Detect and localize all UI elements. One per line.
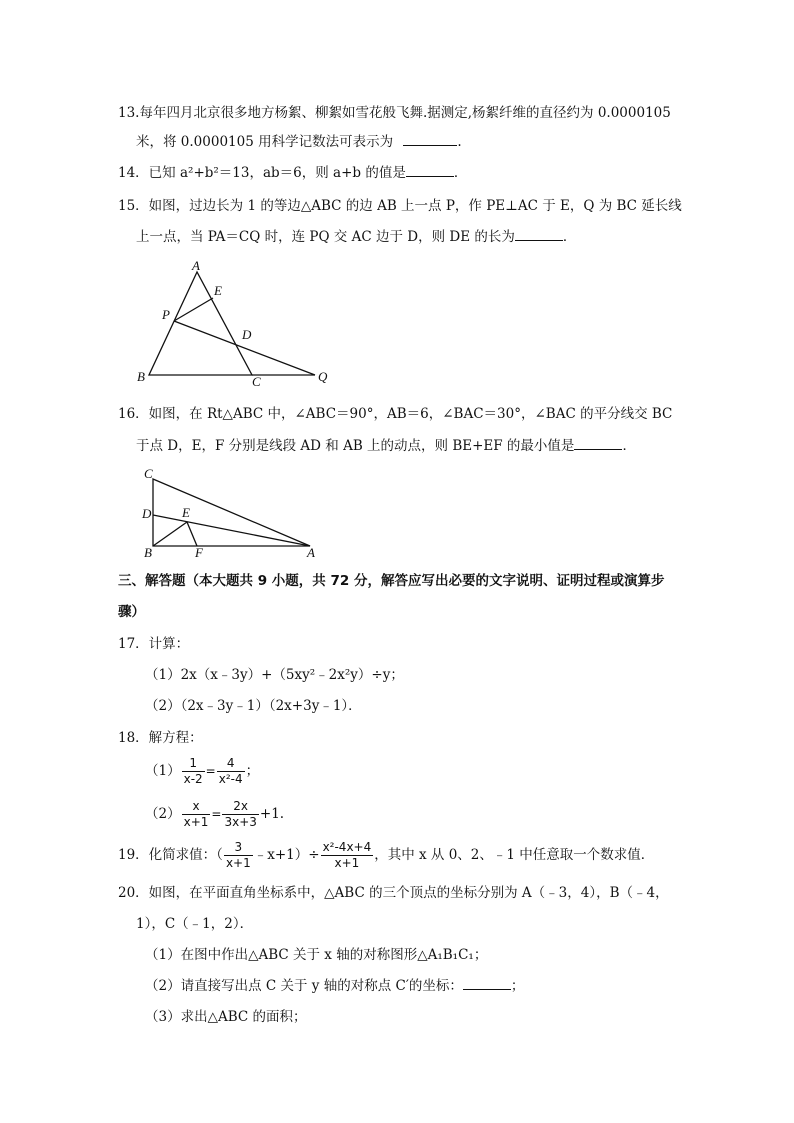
q18-p2-eq: =: [211, 807, 222, 821]
label-a: A: [192, 258, 200, 273]
q18-p2-rhs-num: 2x: [233, 799, 249, 813]
label-c: C: [144, 466, 153, 481]
label-e: E: [214, 283, 222, 298]
q18-p1-eq: =: [205, 764, 216, 778]
q17-part1: （1）2x（x﹣3y）+（5xy²﹣2x²y）÷y；: [145, 667, 404, 683]
q18-p1-label: （1）: [145, 763, 181, 779]
q20-p2-end: ；: [510, 978, 525, 994]
q16-figure: [135, 462, 335, 562]
q18-p1-lhs-num: 1: [189, 756, 197, 770]
label-p: P: [162, 307, 170, 322]
label-q: Q: [318, 369, 328, 384]
q19-f1-den: x+1: [225, 856, 251, 870]
q17-title: 17．计算：: [118, 636, 190, 652]
q19-end: ，其中 x 从 0、2、﹣1 中任意取一个数求值．: [374, 847, 655, 863]
q16-text: 于点 D，E，F 分别是线段 AD 和 AB 上的动点，则 BE+EF 的最小值是: [136, 438, 575, 454]
q19-fraction1: [224, 840, 253, 871]
q20-line1: 20．如图，在平面直角坐标系中，△ABC 的三个顶点的坐标分别为 A（﹣3，4），B（﹣4，: [118, 885, 669, 901]
q17-part2: （2）（2x﹣3y﹣1）（2x+3y﹣1）．: [145, 698, 362, 714]
q19-start: 19．化简求值：（: [118, 847, 223, 863]
label-c: C: [252, 374, 261, 389]
q15-answer-blank[interactable]: [515, 228, 563, 241]
q19-fraction2: [321, 840, 374, 871]
segment-be: [153, 522, 187, 546]
q19-f2-num: x²-4x+4: [322, 840, 372, 854]
q14-answer-blank[interactable]: [406, 164, 454, 177]
q13-line2: [136, 133, 462, 151]
triangle-abc: [149, 272, 252, 375]
q19-f1-num: 3: [234, 840, 243, 854]
q20-line2: 1），C（﹣1，2）．: [136, 916, 254, 932]
q13-end: .: [457, 134, 462, 150]
q16-answer-blank[interactable]: [574, 437, 622, 450]
q13-text: 米，将 0.0000105 用科学记数法可表示为: [136, 134, 394, 150]
segment-ef: [187, 522, 197, 546]
q14-condition: a²+b²＝13，ab＝6，则 a+b 的值是: [179, 165, 406, 181]
q18-p2-lhs-num: x: [192, 799, 200, 813]
q13-answer-blank[interactable]: [403, 133, 457, 146]
q15-figure: [130, 258, 340, 390]
q18-p2-rhs-den: 3x+3: [224, 815, 257, 829]
label-d: D: [242, 327, 252, 342]
q20-p2-text: （2）请直接写出点 C 关于 y 轴的对称点 C′的坐标：: [145, 978, 463, 994]
q15-line1: 15．如图，过边长为 1 的等边△ABC 的边 AB 上一点 P，作 PE⊥AC 于 E，Q 为 BC 延长线: [118, 198, 682, 214]
q14-end: ．: [453, 165, 468, 181]
q19-mid: ﹣x+1）÷: [253, 847, 320, 863]
label-b: B: [137, 369, 145, 384]
q16-line2: [136, 437, 636, 455]
q18-p1-rhs-den: x²-4: [218, 772, 243, 786]
q18-p1-end: ；: [245, 763, 260, 779]
q15-end: ．: [562, 229, 577, 245]
label-b: B: [144, 545, 152, 560]
q18-p2-rhs-fraction: [222, 799, 258, 830]
q19-f2-den: x+1: [321, 855, 374, 871]
q15-line2: [136, 228, 576, 246]
label-a: A: [307, 545, 315, 560]
label-f: F: [195, 545, 203, 560]
q20-part3: （3）求出△ABC 的面积；: [145, 1009, 307, 1025]
q19-line: [118, 838, 654, 872]
q15-text: 上一点，当 PA＝CQ 时，连 PQ 交 AC 边于 D，则 DE 的长为: [136, 229, 515, 245]
bisector-ad: [153, 515, 310, 546]
q13-line1: 13.每年四月北京很多地方杨絮、柳絮如雪花般飞舞.据测定,杨絮纤维的直径约为 0.0000105: [118, 105, 671, 121]
q14-line: [118, 164, 467, 182]
label-e: E: [182, 505, 190, 520]
q16-end: ．: [622, 438, 636, 454]
triangle-abc-right: [153, 479, 310, 546]
label-d: D: [142, 506, 152, 521]
q18-part1: [145, 754, 259, 788]
q18-p2-lhs-den: x+1: [183, 815, 209, 829]
q16-line1: 16．如图，在 Rt△ABC 中，∠ABC＝90°，AB＝6，∠BAC＝30°，∠BAC 的平分线交 BC: [118, 406, 673, 422]
q14-number: 14．已知: [118, 165, 180, 181]
q18-p2-end: +1.: [259, 806, 285, 822]
section3-line1: 三、解答题（本大题共 9 小题，共 72 分，解答应写出必要的文字说明、证明过程或演算步: [118, 573, 665, 589]
q20-part2: [145, 977, 524, 995]
q18-part2: [145, 797, 284, 831]
q18-title: 18．解方程：: [118, 730, 203, 746]
q18-p1-lhs-den: x-2: [183, 772, 203, 786]
q20-part1: （1）在图中作出△ABC 关于 x 轴的对称图形△A₁B₁C₁；: [145, 947, 488, 963]
q18-p1-rhs-fraction: [217, 756, 245, 787]
q18-p2-label: （2）: [145, 806, 181, 822]
q18-p1-rhs-num: 4: [226, 756, 235, 770]
q20-answer-blank[interactable]: [463, 977, 511, 990]
section3-line2: 骤）: [118, 604, 145, 620]
q18-p2-lhs-fraction: [182, 799, 211, 830]
q18-p1-lhs-fraction: [182, 756, 205, 787]
